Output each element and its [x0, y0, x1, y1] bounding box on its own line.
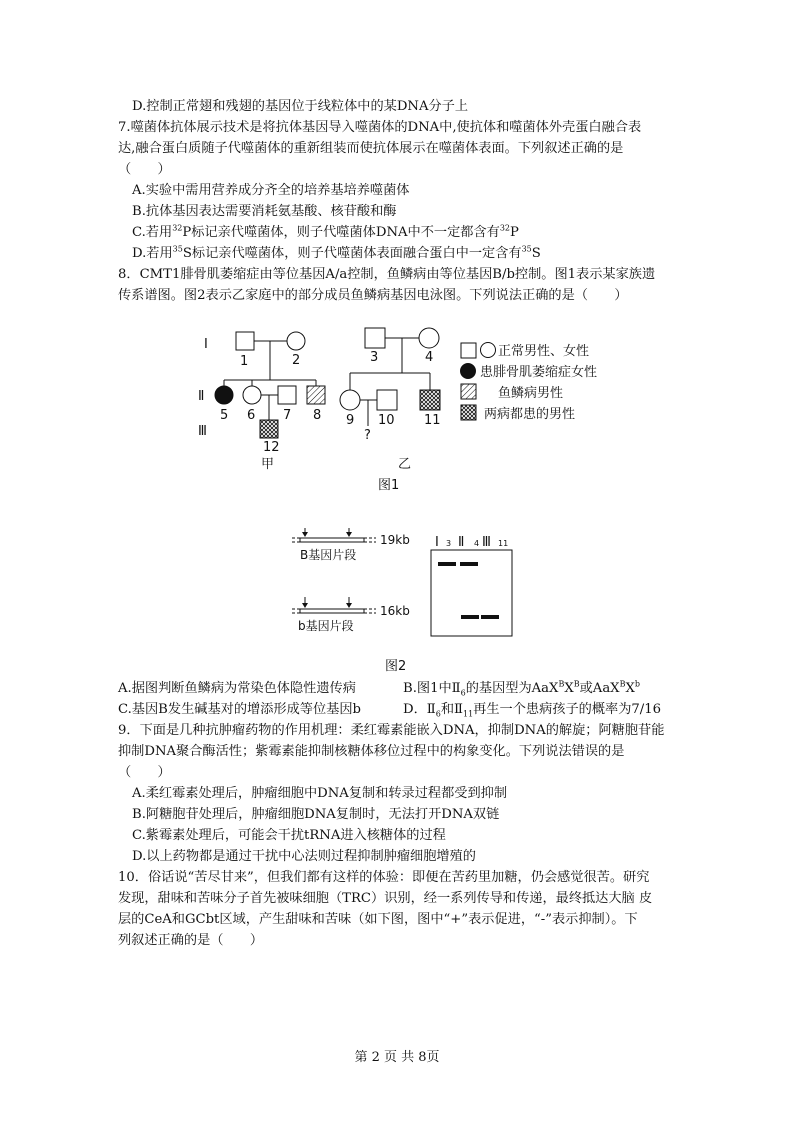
pedigree-number: 6 [247, 408, 256, 423]
lane-label: Ⅰ [435, 535, 439, 550]
pedigree-II10-male [377, 390, 397, 410]
cut-site-arrow-icon [346, 603, 352, 608]
lane-label: Ⅱ [458, 535, 465, 550]
pedigree-unknown: ? [364, 428, 371, 443]
cut-site-arrow-icon [346, 532, 352, 537]
family-label-jia: 甲 [261, 457, 275, 472]
family-label-yi: 乙 [398, 457, 412, 472]
q9-stem-2: 抑制DNA聚合酶活性；紫霉素能抑制核糖体移位过程中的构象变化。下列说法错误的是 [118, 744, 625, 759]
legend-normal-male-icon [461, 343, 476, 358]
legend-text: 患腓骨肌萎缩症女性 [480, 365, 598, 380]
q7-option-a: A.实验中需用营养成分齐全的培养基培养噬菌体 [132, 183, 410, 198]
q8-stem-2: 传系谱图。图2表示乙家庭中的部分成员鱼鳞病基因电泳图。下列说法正确的是（ ） [118, 288, 628, 303]
pedigree-number: 8 [313, 408, 322, 423]
legend-both-male-icon [461, 405, 476, 420]
figure2-caption: 图2 [385, 659, 407, 674]
gel-band-II4-19kb [460, 562, 478, 566]
fragment-label-b: b基因片段 [298, 619, 354, 633]
q9-stem-1: 9．下面是几种抗肿瘤药物的作用机理：柔红霉素能嵌入DNA，抑制DNA的解旋；阿糖胞苷能 [118, 723, 665, 738]
legend-text: 鱼鳞病男性 [498, 386, 564, 401]
pedigree-II5-affected-female [215, 386, 233, 404]
electrophoresis-figure [290, 528, 530, 678]
q7-paren: （ ） [118, 162, 171, 177]
legend-ichthyosis-male-icon [461, 384, 476, 399]
pedigree-I2-female [287, 332, 305, 350]
q9-option-a: A.柔红霉素处理后，肿瘤细胞中DNA复制和转录过程都受到抑制 [132, 786, 508, 801]
figure1-caption: 图1 [378, 478, 400, 493]
q10-stem-4: 列叙述正确的是（ ） [118, 933, 264, 948]
generation-label: Ⅰ [204, 337, 208, 352]
legend-text: 两病都患的男性 [484, 407, 576, 422]
q10-stem-1: 10．俗话说“苦尽甘来”，但我们都有这样的体验：即便在苦药里加糖，仍会感觉很苦。研究 [118, 870, 650, 885]
pedigree-number: 3 [370, 350, 379, 365]
pedigree-II8-ichthyosis-male [307, 386, 325, 404]
pedigree-I1-male [236, 332, 254, 350]
legend-text: 正常男性、女性 [498, 344, 590, 359]
q8-stem-1: 8．CMT1腓骨肌萎缩症由等位基因A/a控制，鱼鳞病由等位基因B/b控制。图1表示某家族遗 [118, 267, 656, 282]
pedigree-I3-male [365, 328, 385, 348]
size-label-16kb: 16kb [380, 604, 410, 618]
generation-label: Ⅲ [198, 424, 207, 439]
q7-stem-2: 达,融合蛋白质随子代噬菌体的重新组装而使抗体展示在噬菌体表面。下列叙述正确的是 [118, 141, 624, 156]
q7-stem-1: 7.噬菌体抗体展示技术是将抗体基因导入噬菌体的DNA中,使抗体和噬菌体外壳蛋白融合表 [118, 120, 642, 135]
lane-label: Ⅲ [482, 535, 491, 550]
pedigree-number: 7 [283, 408, 292, 423]
pedigree-number: 10 [378, 413, 395, 428]
q8-option-d: D．$Ⅱ_6$和$Ⅱ_{11}$再生一个患病孩子的概率为7/16 [403, 702, 662, 719]
q9-option-c: C.紫霉素处理后，可能会干扰tRNA进入核糖体的过程 [132, 828, 446, 843]
pedigree-III12-both-male [260, 420, 278, 438]
generation-label: Ⅱ [198, 389, 205, 404]
pedigree-number: 12 [263, 440, 280, 455]
lane-label-sub: 3 [446, 539, 452, 548]
pedigree-number: 1 [240, 354, 249, 369]
q8-option-b: B.图1中$Ⅱ_6$的基因型为$AaX^BX^B$或$AaX^BX^b$ [403, 679, 640, 698]
pedigree-number: 4 [425, 350, 434, 365]
gel-band-III11-16kb [481, 615, 499, 619]
pedigree-II9-female [340, 390, 360, 410]
size-label-19kb: 19kb [380, 533, 410, 547]
cut-site-arrow-icon [302, 532, 308, 537]
q8-option-a: A.据图判断鱼鳞病为常染色体隐性遗传病 [118, 681, 356, 696]
pedigree-number: 11 [424, 413, 441, 428]
legend-affected-female-icon [461, 364, 476, 379]
gel-band-II4-16kb [461, 615, 479, 619]
page-footer: 第 2 页 共 8页 [354, 1050, 440, 1065]
lane-label-sub: 11 [498, 539, 509, 548]
q7-option-b: B.抗体基因表达需要消耗氨基酸、核苷酸和酶 [132, 204, 397, 219]
pedigree-II11-both-male [420, 390, 440, 410]
pedigree-figure [190, 318, 630, 496]
q10-stem-3: 层的CeA和GCbt区域，产生甜味和苦味（如下图，图中“+”表示促进，“-”表示抑制）。下 [118, 912, 638, 927]
pedigree-I4-female [419, 328, 439, 348]
pedigree-II6-female [243, 386, 261, 404]
q6-option-d: D.控制正常翅和残翅的基因位于线粒体中的某DNA分子上 [132, 99, 469, 114]
gel-band-I3-19kb [438, 562, 456, 566]
pedigree-number: 9 [346, 413, 355, 428]
q9-paren: （ ） [118, 765, 171, 780]
q10-stem-2: 发现，甜味和苦味分子首先被味细胞（TRC）识别，经一系列传导和传递，最终抵达大脑 皮 [118, 891, 653, 906]
fragment-label-B: B基因片段 [300, 548, 357, 562]
legend-normal-female-icon [481, 343, 496, 358]
q7-option-c: C.若用$^{32}$P标记亲代噬菌体，则子代噬菌体DNA中不一定都含有$^{32}$P [132, 223, 519, 240]
pedigree-number: 5 [220, 408, 229, 423]
lane-label-sub: 4 [474, 539, 480, 548]
pedigree-II7-male [278, 386, 296, 404]
pedigree-number: 2 [292, 353, 301, 368]
cut-site-arrow-icon [302, 603, 308, 608]
q9-option-b: B.阿糖胞苷处理后，肿瘤细胞DNA复制时，无法打开DNA双链 [132, 807, 500, 822]
q7-option-d: D.若用$^{35}$S标记亲代噬菌体，则子代噬菌体表面融合蛋白中一定含有$^{35}$S [132, 244, 541, 261]
q8-option-c: C.基因B发生碱基对的增添形成等位基因b [118, 702, 361, 717]
q9-option-d: D.以上药物都是通过干扰中心法则过程抑制肿瘤细胞增殖的 [132, 849, 476, 864]
